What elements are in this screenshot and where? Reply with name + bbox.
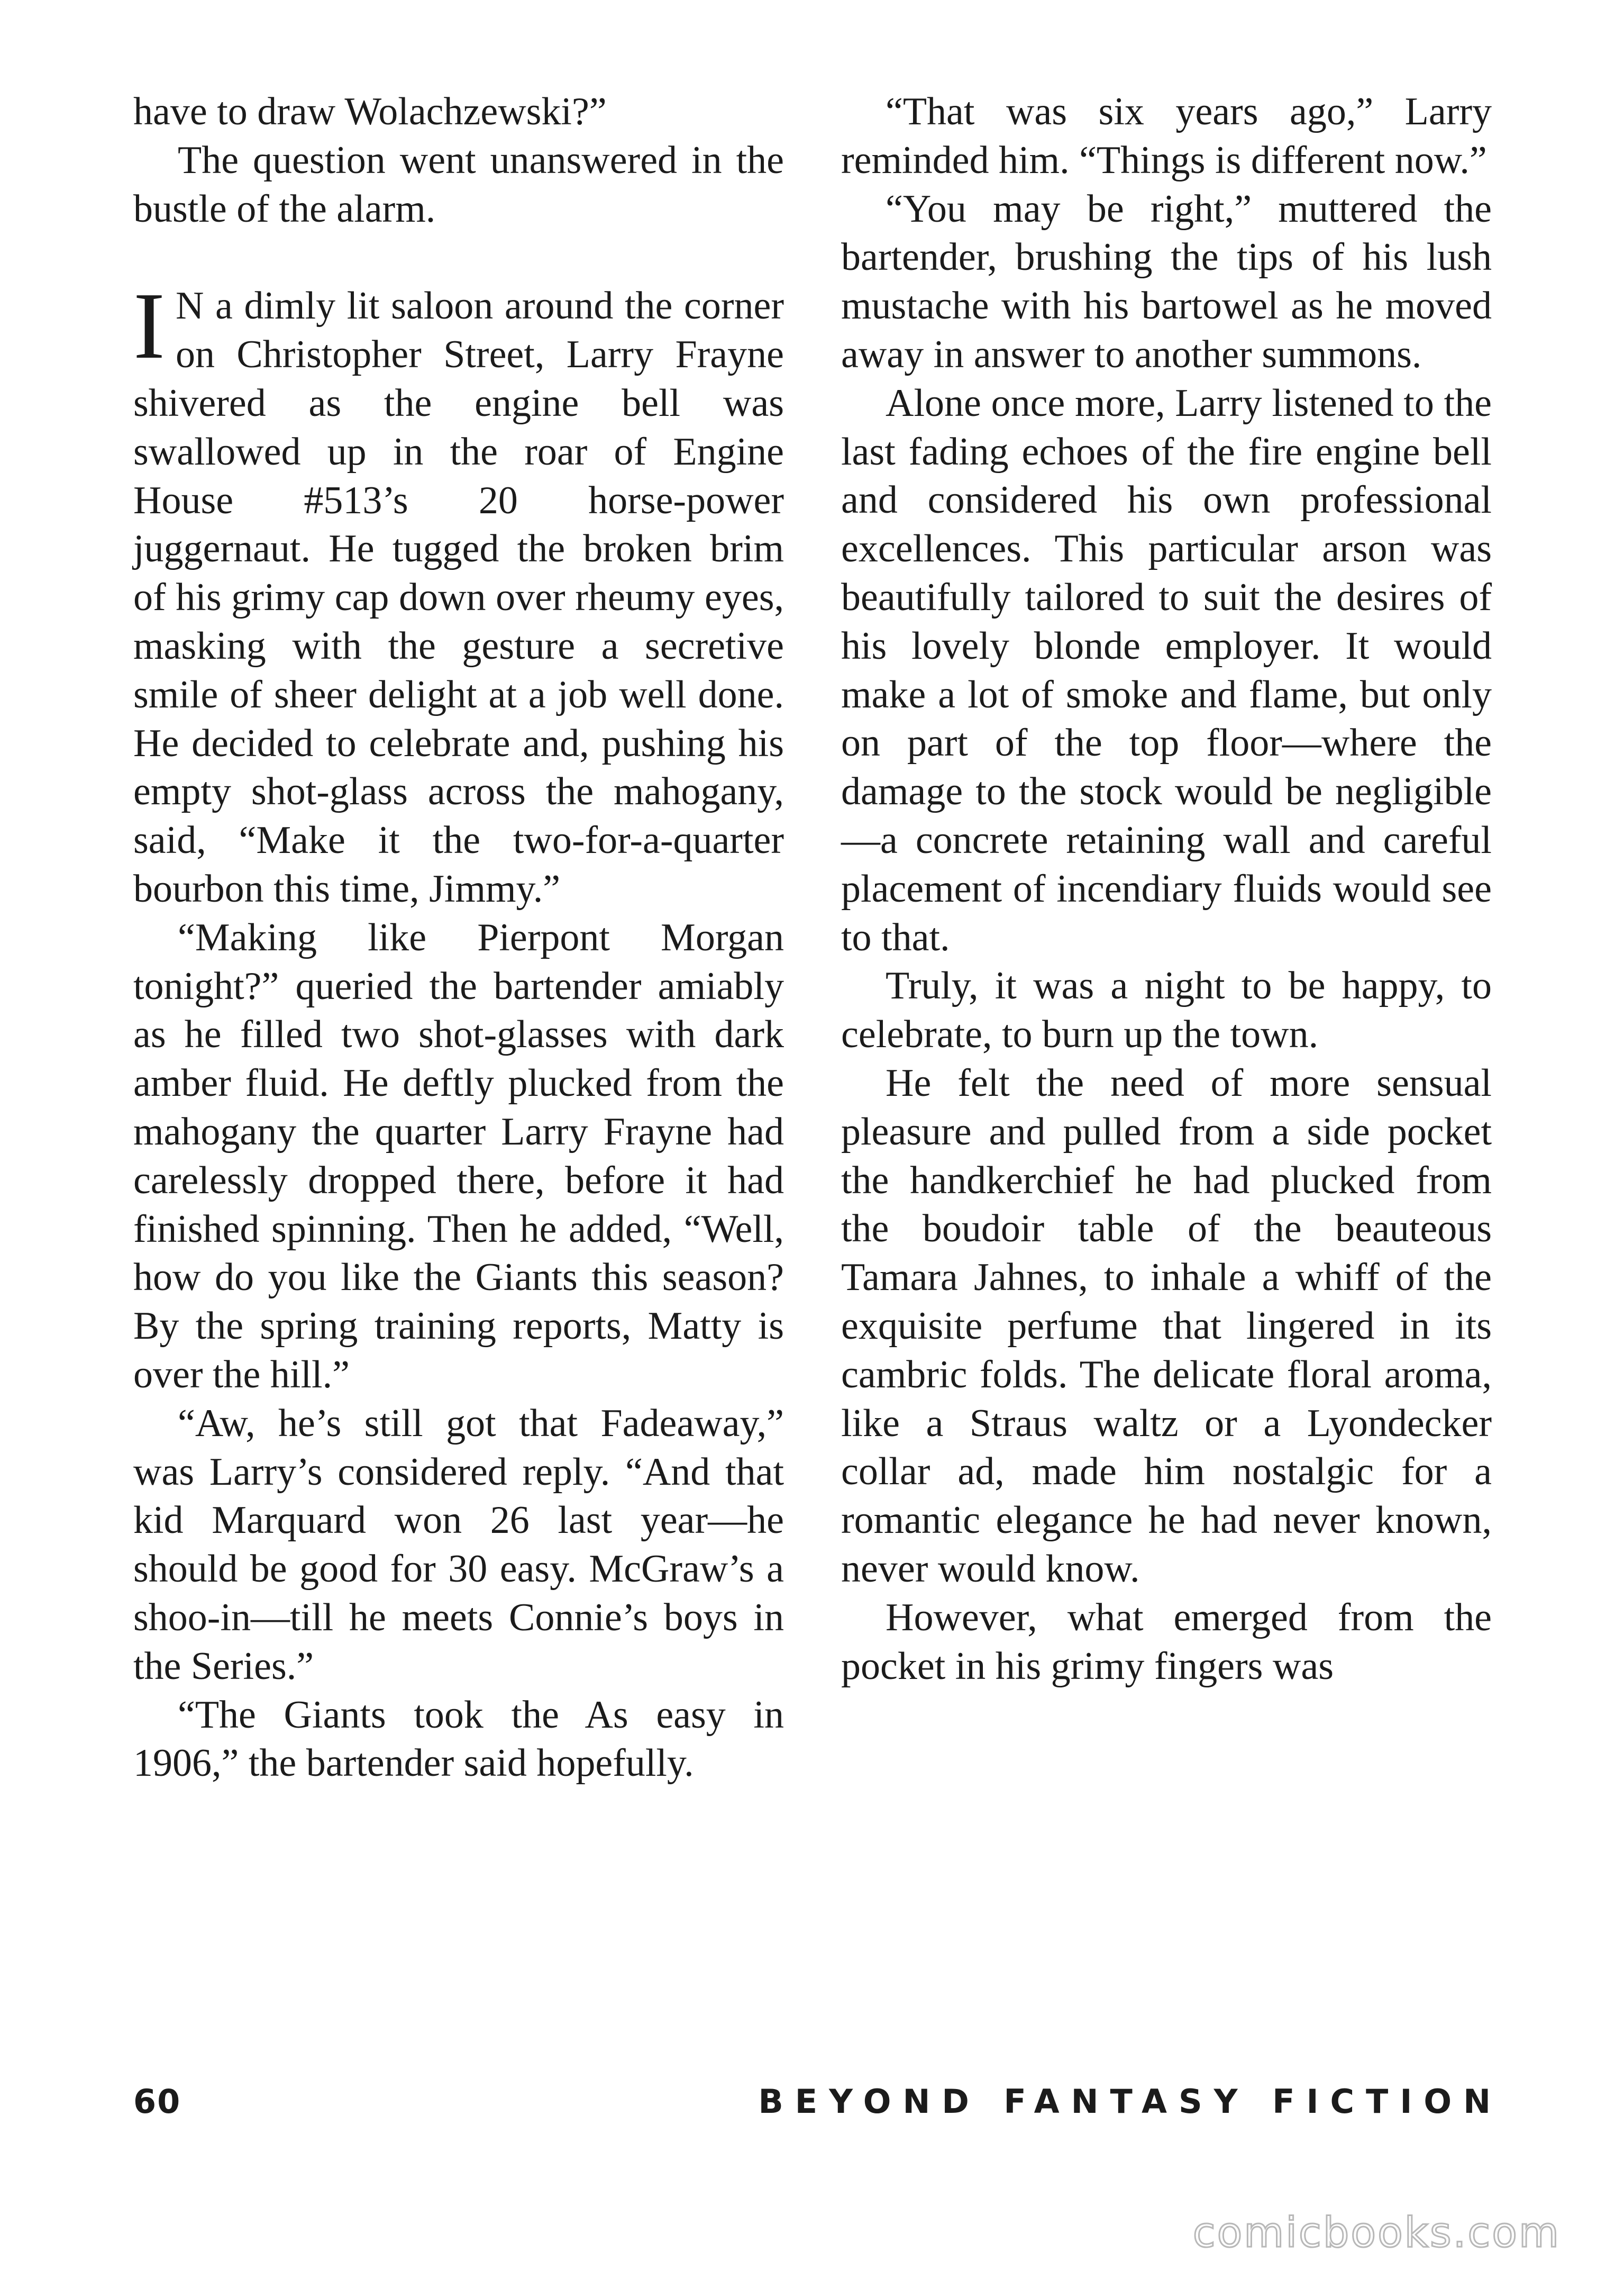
paragraph: Alone once more, Larry listened to the last fading echoes of the fire engine bell and considered his own professional excellences. This particular arson was beautifully tailored to suit the desires of his lovely blonde employer. It would make a lot of smoke and flame, but only on part of the top floor—where the damage to the stock would be negligible—a concrete retaining wall and careful placement of incendiary fluids would see to that. bbox=[841, 381, 1492, 959]
running-title: BEYOND FANTASY FICTION bbox=[758, 2082, 1502, 2121]
section-opening-paragraph bbox=[133, 273, 784, 913]
right-text-column bbox=[841, 88, 1492, 1691]
paragraph: The question went unanswered in the bustle of the alarm. bbox=[133, 138, 784, 231]
paragraph: However, what emerged from the pocket in his grimy fingers was bbox=[841, 1595, 1492, 1688]
watermark: comicbooks.com bbox=[1192, 2209, 1561, 2257]
left-text-column bbox=[133, 88, 784, 1788]
paragraph-text: N a dimly lit saloon around the corner on Christopher Street, Larry Frayne shivered as the engine bell was swallowed up in the roar of Engine House #513’s 20 horse-power juggernaut. He tugged the broken brim of his grimy cap down over rheumy eyes, masking with the gesture a secretive smile of sheer delight at a job well done. He decided to celebrate and, pushing his empty shot-glass across the mahogany, said, “Make it the two-for-a-quarter bourbon this time, Jimmy.” bbox=[133, 284, 784, 911]
paragraph: “Making like Pierpont Morgan tonight?” queried the bartender amiably as he filled two shot-glasses with dark amber fluid. He deftly plucked from the mahogany the quarter Larry Frayne had carelessly dropped there, before it had finished spinning. Then he added, “Well, how do you like the Giants this season? By the spring training reports, Matty is over the hill.” bbox=[133, 915, 784, 1396]
paragraph: “Aw, he’s still got that Fadeaway,” was Larry’s considered reply. “And that kid Marquard won 26 last year—he should be good for 30 easy. McGraw’s a shoo-in—till he meets Connie’s boys in the Series.” bbox=[133, 1401, 784, 1688]
paragraph: He felt the need of more sensual pleasure and pulled from a side pocket the handkerchief he had plucked from the boudoir table of the beauteous Tamara Jahnes, to inhale a whiff of the exquisite perfume that lingered in its cambric folds. The delicate floral aroma, like a Straus waltz or a Lyondecker collar ad, made him nostalgic for a romantic elegance he had never known, never would know. bbox=[841, 1061, 1492, 1591]
page-number: 60 bbox=[133, 2082, 181, 2121]
paragraph: “The Giants took the As easy in 1906,” the bartender said hopefully. bbox=[133, 1693, 784, 1785]
paragraph: “You may be right,” muttered the bartender, brushing the tips of his lush mustache with his bartowel as he moved away in answer to another summons. bbox=[841, 187, 1492, 376]
paragraph: Truly, it was a night to be happy, to celebrate, to burn up the town. bbox=[841, 964, 1492, 1057]
paragraph: “That was six years ago,” Larry reminded him. “Things is different now.” bbox=[841, 90, 1492, 182]
drop-cap: I bbox=[133, 273, 165, 379]
paragraph: have to draw Wolachzewski?” bbox=[133, 90, 607, 133]
